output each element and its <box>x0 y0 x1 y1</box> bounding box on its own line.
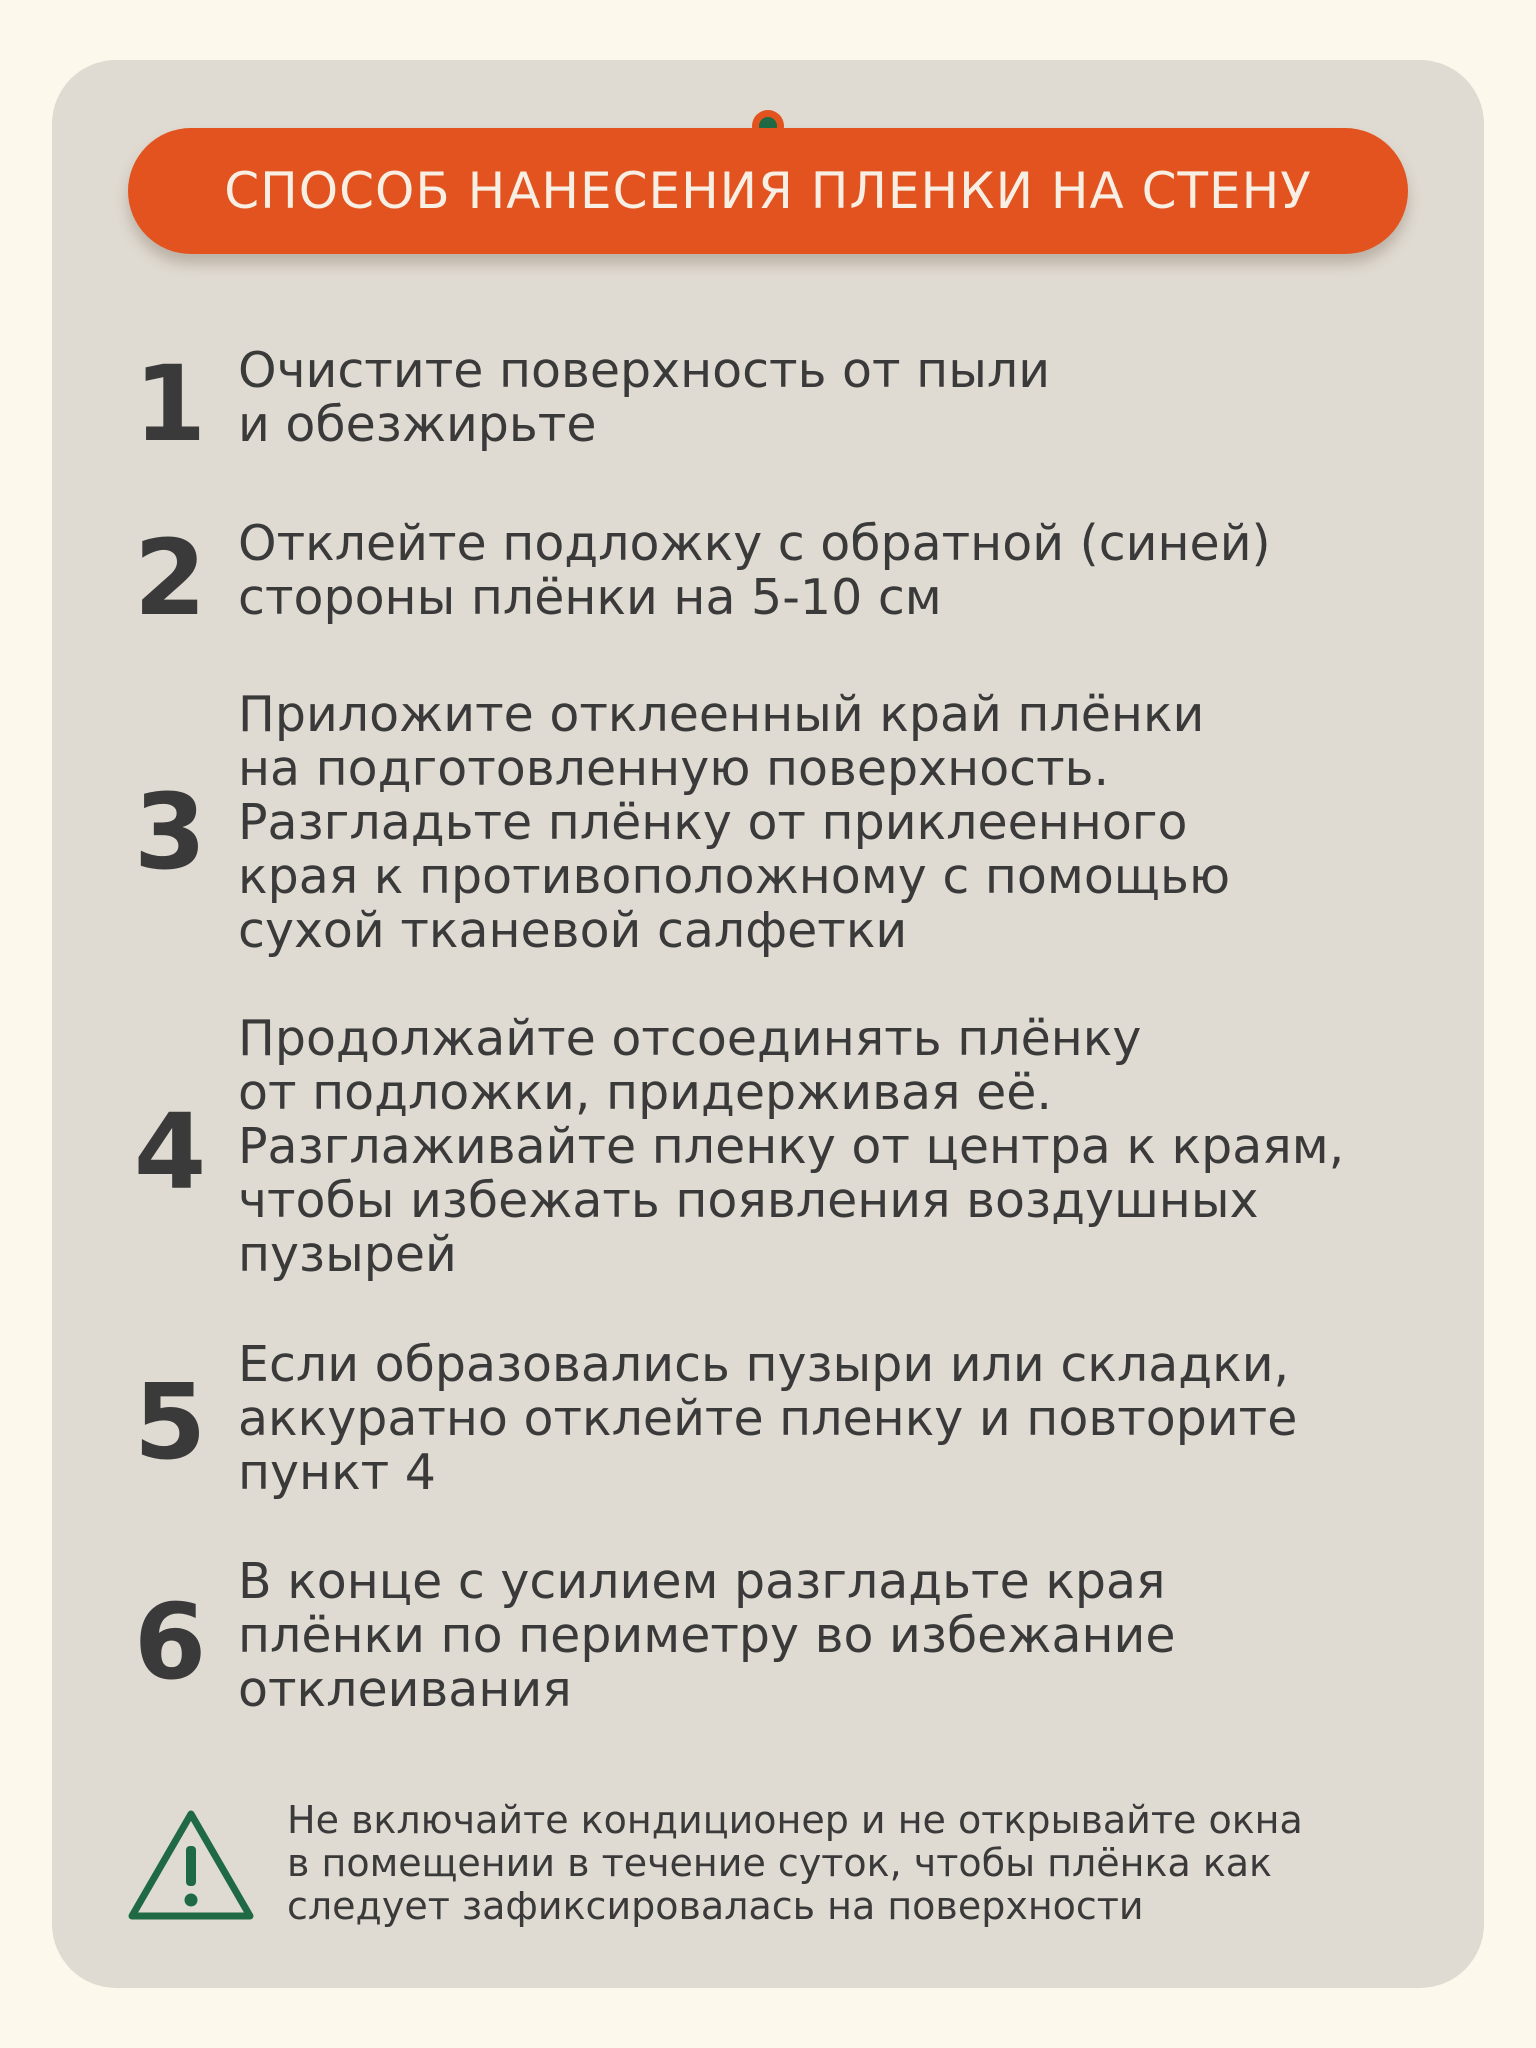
step-line: В конце с усилием разгладьте края <box>238 1553 1166 1610</box>
step-line: стороны плёнки на 5-10 см <box>238 569 942 626</box>
step-line: Отклейте подложку с обратной (синей) <box>238 515 1271 572</box>
step-line: пункт 4 <box>238 1444 436 1501</box>
step-number: 3 <box>133 771 207 893</box>
warning-triangle-icon <box>126 1808 256 1927</box>
step-line: плёнки по периметру во избежание <box>238 1607 1176 1664</box>
step-text <box>238 688 1478 958</box>
warning-line: Не включайте кондиционер и не открывайте окна <box>287 1798 1303 1842</box>
step-number: 2 <box>133 517 207 639</box>
step-number: 1 <box>133 343 207 465</box>
step-line: Приложите отклеенный край плёнки <box>238 686 1205 743</box>
step-line: Разглаживайте пленку от центра к краям, <box>238 1118 1345 1175</box>
step-number: 6 <box>133 1581 207 1703</box>
step-line: аккуратно отклейте пленку и повторите <box>238 1390 1298 1447</box>
step-number: 5 <box>133 1361 207 1483</box>
warning-note <box>287 1799 1467 1928</box>
step-line: и обезжирьте <box>238 396 597 453</box>
step-line: чтобы избежать появления воздушных <box>238 1172 1259 1229</box>
step-line: Разгладьте плёнку от приклеенного <box>238 794 1188 851</box>
step-text <box>238 1555 1478 1717</box>
page-title: СПОСОБ НАНЕСЕНИЯ ПЛЕНКИ НА СТЕНУ <box>224 162 1312 220</box>
step-line: пузырей <box>238 1226 457 1283</box>
step-line: на подготовленную поверхность. <box>238 740 1110 797</box>
step-text <box>238 1012 1478 1282</box>
step-line: Продолжайте отсоединять плёнку <box>238 1010 1142 1067</box>
step-line: от подложки, придерживая её. <box>238 1064 1052 1121</box>
step-text <box>238 517 1478 625</box>
warning-line: в помещении в течение суток, чтобы плёнка как <box>287 1841 1273 1885</box>
title-banner <box>128 128 1408 254</box>
step-text <box>238 1338 1478 1500</box>
step-line: сухой тканевой салфетки <box>238 902 908 959</box>
step-line: отклеивания <box>238 1661 572 1718</box>
step-line: Если образовались пузыри или складки, <box>238 1336 1290 1393</box>
step-number: 4 <box>133 1091 207 1213</box>
warning-line: следует зафиксировалась на поверхности <box>287 1884 1144 1928</box>
step-text <box>238 344 1478 452</box>
step-line: края к противоположному с помощью <box>238 848 1231 905</box>
step-line: Очистите поверхность от пыли <box>238 342 1051 399</box>
